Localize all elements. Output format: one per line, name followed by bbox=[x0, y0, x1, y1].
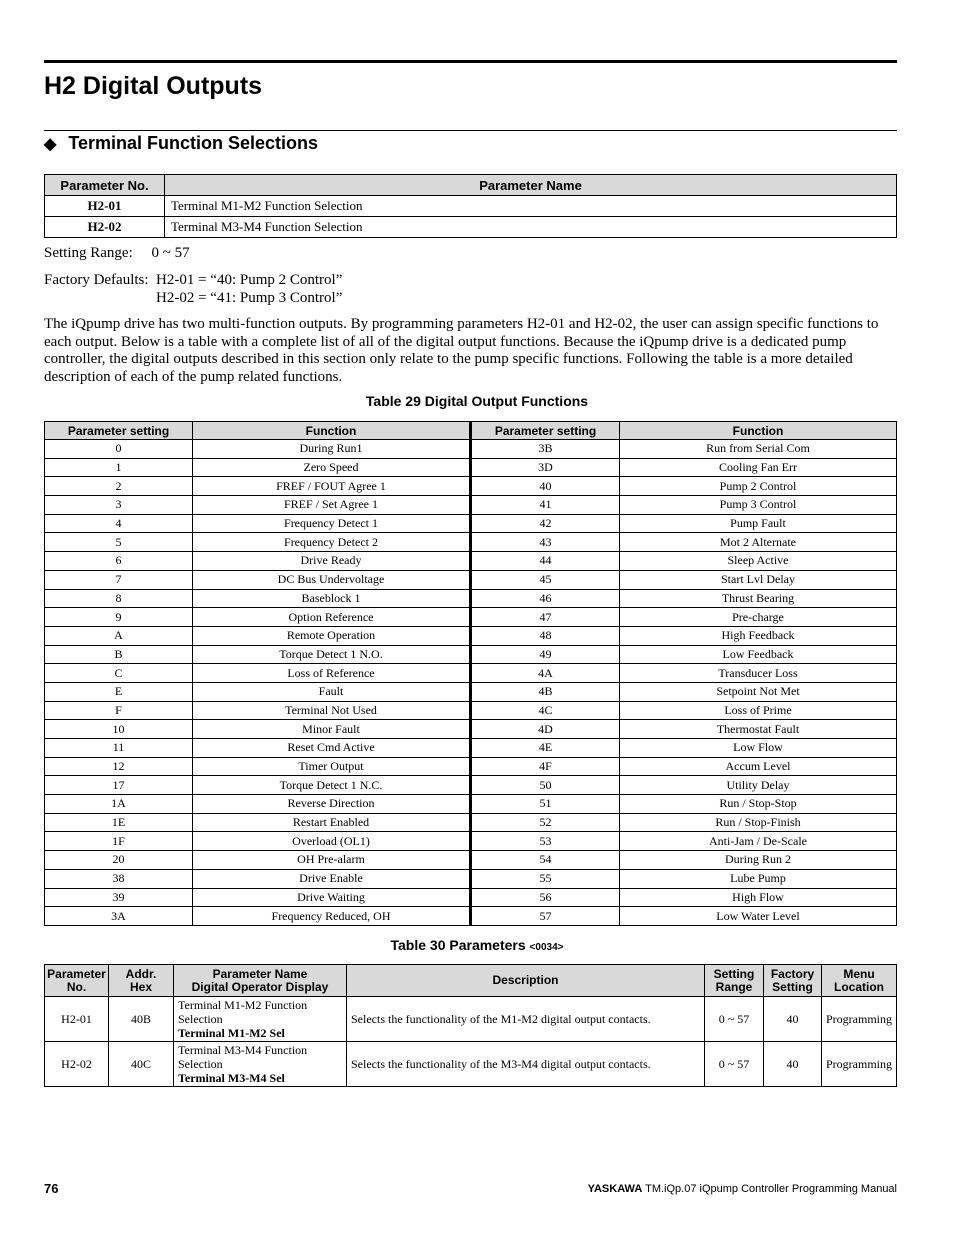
parameter-setting-cell: 54 bbox=[471, 851, 620, 870]
table-row bbox=[45, 832, 897, 851]
parameter-setting-cell: 57 bbox=[471, 907, 620, 926]
function-cell: Run / Stop-Stop bbox=[620, 795, 897, 814]
function-cell: Drive Ready bbox=[193, 552, 471, 571]
factory-defaults bbox=[44, 272, 404, 307]
table-row bbox=[45, 720, 897, 739]
header-parameter-name: Parameter Name bbox=[165, 175, 897, 196]
parameter-setting-cell: 40 bbox=[471, 477, 620, 496]
parameter-setting-cell: 7 bbox=[45, 570, 193, 589]
param-no-cell: H2-01 bbox=[45, 997, 109, 1042]
addr-cell: 40B bbox=[109, 997, 174, 1042]
parameter-setting-cell: 48 bbox=[471, 626, 620, 645]
header-setting-range bbox=[705, 965, 764, 997]
factory-default-line: H2-01 = “40: Pump 2 Control” bbox=[156, 272, 343, 288]
header-menu-location bbox=[822, 965, 897, 997]
parameter-setting-cell: E bbox=[45, 682, 193, 701]
table-row bbox=[45, 196, 897, 217]
parameter-setting-cell: 4E bbox=[471, 739, 620, 758]
function-cell: Loss of Reference bbox=[193, 664, 471, 683]
default-cell: 40 bbox=[764, 1042, 822, 1087]
parameter-name: Terminal M3-M4 Function Selection bbox=[165, 217, 897, 238]
function-cell: Utility Delay bbox=[620, 776, 897, 795]
description-cell: Selects the functionality of the M3-M4 digital output contacts. bbox=[347, 1042, 705, 1087]
addr-cell: 40C bbox=[109, 1042, 174, 1087]
parameter-no: H2-01 bbox=[45, 196, 165, 217]
footer-brand: YASKAWA bbox=[587, 1183, 643, 1195]
parameter-table bbox=[44, 174, 897, 238]
operator-display: Terminal M3-M4 Sel bbox=[178, 1071, 285, 1085]
range-cell: 0 ~ 57 bbox=[705, 997, 764, 1042]
table-row bbox=[45, 552, 897, 571]
setting-range bbox=[44, 245, 190, 263]
table-row bbox=[45, 626, 897, 645]
function-cell: Transducer Loss bbox=[620, 664, 897, 683]
parameter-setting-cell: 0 bbox=[45, 440, 193, 459]
header-line: Hex bbox=[129, 979, 152, 994]
header-factory-setting bbox=[764, 965, 822, 997]
function-cell: Pre-charge bbox=[620, 608, 897, 627]
table-30-caption-code: <0034> bbox=[529, 942, 564, 953]
header-parameter-no bbox=[45, 965, 109, 997]
table-row bbox=[45, 757, 897, 776]
parameter-setting-cell: 3 bbox=[45, 496, 193, 515]
function-cell: Pump 2 Control bbox=[620, 477, 897, 496]
parameter-setting-cell: 5 bbox=[45, 533, 193, 552]
parameter-name: Terminal M1-M2 Function Selection bbox=[178, 998, 308, 1026]
table-row bbox=[45, 458, 897, 477]
function-cell: Drive Enable bbox=[193, 869, 471, 888]
footer-manual-title: TM.iQp.07 iQpump Controller Programming Manual bbox=[642, 1183, 897, 1195]
description-cell: Selects the functionality of the M1-M2 digital output contacts. bbox=[347, 997, 705, 1042]
function-cell: Zero Speed bbox=[193, 458, 471, 477]
parameter-setting-cell: 4B bbox=[471, 682, 620, 701]
parameter-setting-cell: 46 bbox=[471, 589, 620, 608]
table-row bbox=[45, 608, 897, 627]
parameter-setting-cell: 17 bbox=[45, 776, 193, 795]
parameter-setting-cell: 47 bbox=[471, 608, 620, 627]
parameter-setting-cell: 11 bbox=[45, 739, 193, 758]
table-row bbox=[45, 997, 897, 1042]
parameter-setting-cell: 6 bbox=[45, 552, 193, 571]
parameter-setting-cell: 4 bbox=[45, 514, 193, 533]
parameter-setting-cell: 1A bbox=[45, 795, 193, 814]
parameter-setting-cell: 42 bbox=[471, 514, 620, 533]
setting-range-value: 0 ~ 57 bbox=[151, 245, 190, 261]
factory-default-line: H2-02 = “41: Pump 3 Control” bbox=[156, 289, 343, 306]
parameter-no: H2-02 bbox=[45, 217, 165, 238]
table-row bbox=[45, 1042, 897, 1087]
parameter-setting-cell: 50 bbox=[471, 776, 620, 795]
parameter-setting-cell: 49 bbox=[471, 645, 620, 664]
table-29-caption: Table 29 Digital Output Functions bbox=[365, 393, 589, 409]
header-description: Description bbox=[347, 965, 705, 997]
parameter-setting-cell: A bbox=[45, 626, 193, 645]
table-row bbox=[45, 888, 897, 907]
function-cell: Thermostat Fault bbox=[620, 720, 897, 739]
section-heading bbox=[44, 133, 318, 154]
function-cell: Pump Fault bbox=[620, 514, 897, 533]
table-row bbox=[45, 664, 897, 683]
function-cell: Option Reference bbox=[193, 608, 471, 627]
function-cell: Loss of Prime bbox=[620, 701, 897, 720]
parameter-setting-cell: 3B bbox=[471, 440, 620, 459]
digital-output-functions-table bbox=[44, 421, 897, 926]
header-line: Location bbox=[834, 979, 884, 994]
function-cell: FREF / Set Agree 1 bbox=[193, 496, 471, 515]
factory-defaults-label: Factory Defaults: bbox=[44, 272, 149, 288]
function-cell: Timer Output bbox=[193, 757, 471, 776]
header-line: Range bbox=[715, 979, 753, 994]
function-cell: OH Pre-alarm bbox=[193, 851, 471, 870]
parameter-setting-cell: 53 bbox=[471, 832, 620, 851]
footer-text bbox=[588, 1183, 897, 1195]
table-row bbox=[45, 869, 897, 888]
function-cell: Frequency Detect 1 bbox=[193, 514, 471, 533]
header-line: Setting bbox=[713, 966, 755, 981]
table-row bbox=[45, 645, 897, 664]
parameter-setting-cell: 43 bbox=[471, 533, 620, 552]
parameter-setting-cell: 12 bbox=[45, 757, 193, 776]
param-no-cell: H2-02 bbox=[45, 1042, 109, 1087]
parameter-setting-cell: F bbox=[45, 701, 193, 720]
header-function: Function bbox=[193, 422, 471, 440]
parameter-setting-cell: 1E bbox=[45, 813, 193, 832]
parameter-setting-cell: 4A bbox=[471, 664, 620, 683]
menu-cell: Programming bbox=[822, 1042, 897, 1087]
operator-display: Terminal M1-M2 Sel bbox=[178, 1026, 285, 1040]
header-addr-hex bbox=[109, 965, 174, 997]
parameter-setting-cell: 10 bbox=[45, 720, 193, 739]
function-cell: During Run 2 bbox=[620, 851, 897, 870]
page-title: H2 Digital Outputs bbox=[44, 72, 263, 100]
table-row bbox=[45, 795, 897, 814]
header-parameter-setting: Parameter setting bbox=[45, 422, 193, 440]
header-line: Parameter bbox=[47, 966, 106, 981]
parameter-setting-cell: 4D bbox=[471, 720, 620, 739]
setting-range-label: Setting Range: bbox=[44, 245, 133, 261]
table-30-caption bbox=[0, 937, 954, 953]
parameter-setting-cell: 4F bbox=[471, 757, 620, 776]
header-line: Menu bbox=[843, 966, 875, 981]
name-cell bbox=[174, 997, 347, 1042]
parameter-setting-cell: 56 bbox=[471, 888, 620, 907]
function-cell: Torque Detect 1 N.O. bbox=[193, 645, 471, 664]
default-cell: 40 bbox=[764, 997, 822, 1042]
function-cell: Terminal Not Used bbox=[193, 701, 471, 720]
function-cell: Fault bbox=[193, 682, 471, 701]
function-cell: Low Water Level bbox=[620, 907, 897, 926]
function-cell: Baseblock 1 bbox=[193, 589, 471, 608]
parameter-name: Terminal M1-M2 Function Selection bbox=[165, 196, 897, 217]
section-rule bbox=[44, 130, 897, 131]
parameter-setting-cell: 1F bbox=[45, 832, 193, 851]
menu-cell: Programming bbox=[822, 997, 897, 1042]
function-cell: Frequency Detect 2 bbox=[193, 533, 471, 552]
function-cell: Minor Fault bbox=[193, 720, 471, 739]
table-row bbox=[45, 907, 897, 926]
header-line: Factory bbox=[770, 966, 815, 981]
function-cell: Pump 3 Control bbox=[620, 496, 897, 515]
function-cell: Setpoint Not Met bbox=[620, 682, 897, 701]
function-cell: Drive Waiting bbox=[193, 888, 471, 907]
function-cell: Sleep Active bbox=[620, 552, 897, 571]
table-row bbox=[45, 682, 897, 701]
parameter-setting-cell: 38 bbox=[45, 869, 193, 888]
parameter-setting-cell: 3A bbox=[45, 907, 193, 926]
header-line: Addr. bbox=[125, 966, 157, 981]
parameter-setting-cell: 44 bbox=[471, 552, 620, 571]
function-cell: Accum Level bbox=[620, 757, 897, 776]
table-30-caption-text: Table 30 Parameters bbox=[390, 937, 526, 953]
function-cell: Thrust Bearing bbox=[620, 589, 897, 608]
parameter-setting-cell: 20 bbox=[45, 851, 193, 870]
header-line: Parameter Name bbox=[212, 966, 308, 981]
table-row bbox=[45, 440, 897, 459]
function-cell: Mot 2 Alternate bbox=[620, 533, 897, 552]
table-row bbox=[45, 477, 897, 496]
parameter-setting-cell: 39 bbox=[45, 888, 193, 907]
function-cell: Reset Cmd Active bbox=[193, 739, 471, 758]
header-line: Setting bbox=[772, 979, 813, 994]
parameter-setting-cell: B bbox=[45, 645, 193, 664]
intro-paragraph: The iQpump drive has two multi-function outputs. By programming parameters H2-01 and H2-02, the user can assign specific functions to each output. Below is a table with a complete list of all of the digital output functions. Because the iQpump drive is a dedicated pump controller, the digital outputs described in this section only relate to the pump specific functions. Following the table is a more detailed description of each of the pump related functions. bbox=[44, 316, 879, 385]
function-cell: Low Feedback bbox=[620, 645, 897, 664]
parameter-setting-cell: 8 bbox=[45, 589, 193, 608]
section-heading-text: Terminal Function Selections bbox=[68, 133, 319, 153]
header-parameter-setting: Parameter setting bbox=[471, 422, 620, 440]
table-row bbox=[45, 570, 897, 589]
function-cell: Overload (OL1) bbox=[193, 832, 471, 851]
function-cell: Cooling Fan Err bbox=[620, 458, 897, 477]
parameter-setting-cell: 52 bbox=[471, 813, 620, 832]
table-row bbox=[45, 851, 897, 870]
parameter-setting-cell: 1 bbox=[45, 458, 193, 477]
parameter-setting-cell: 55 bbox=[471, 869, 620, 888]
function-cell: Restart Enabled bbox=[193, 813, 471, 832]
page-number: 76 bbox=[44, 1181, 59, 1196]
function-cell: Start Lvl Delay bbox=[620, 570, 897, 589]
parameter-setting-cell: 4C bbox=[471, 701, 620, 720]
parameter-setting-cell: 45 bbox=[471, 570, 620, 589]
function-cell: Frequency Reduced, OH bbox=[193, 907, 471, 926]
function-cell: Lube Pump bbox=[620, 869, 897, 888]
parameter-setting-cell: 51 bbox=[471, 795, 620, 814]
function-cell: During Run1 bbox=[193, 440, 471, 459]
header-line: No. bbox=[66, 979, 87, 994]
header-parameter-name-display bbox=[174, 965, 347, 997]
parameters-description-table bbox=[44, 964, 897, 1087]
function-cell: Anti-Jam / De-Scale bbox=[620, 832, 897, 851]
function-cell: FREF / FOUT Agree 1 bbox=[193, 477, 471, 496]
function-cell: Run / Stop-Finish bbox=[620, 813, 897, 832]
table-row bbox=[45, 813, 897, 832]
top-rule bbox=[44, 60, 897, 63]
function-cell: Run from Serial Com bbox=[620, 440, 897, 459]
header-function: Function bbox=[620, 422, 897, 440]
parameter-setting-cell: 41 bbox=[471, 496, 620, 515]
function-cell: Reverse Direction bbox=[193, 795, 471, 814]
function-cell: Low Flow bbox=[620, 739, 897, 758]
table-row bbox=[45, 217, 897, 238]
header-line: Digital Operator Display bbox=[191, 979, 329, 994]
header-parameter-no: Parameter No. bbox=[45, 175, 165, 196]
parameter-setting-cell: 2 bbox=[45, 477, 193, 496]
parameter-setting-cell: C bbox=[45, 664, 193, 683]
table-row bbox=[45, 496, 897, 515]
table-row bbox=[45, 701, 897, 720]
range-cell: 0 ~ 57 bbox=[705, 1042, 764, 1087]
parameter-name: Terminal M3-M4 Function Selection bbox=[178, 1043, 308, 1071]
parameter-setting-cell: 3D bbox=[471, 458, 620, 477]
table-row bbox=[45, 514, 897, 533]
function-cell: High Flow bbox=[620, 888, 897, 907]
function-cell: Remote Operation bbox=[193, 626, 471, 645]
function-cell: High Feedback bbox=[620, 626, 897, 645]
table-row bbox=[45, 776, 897, 795]
diamond-bullet-icon: ◆ bbox=[44, 135, 57, 153]
table-row bbox=[45, 739, 897, 758]
parameter-setting-cell: 9 bbox=[45, 608, 193, 627]
table-row bbox=[45, 533, 897, 552]
table-row bbox=[45, 589, 897, 608]
function-cell: DC Bus Undervoltage bbox=[193, 570, 471, 589]
function-cell: Torque Detect 1 N.C. bbox=[193, 776, 471, 795]
name-cell bbox=[174, 1042, 347, 1087]
